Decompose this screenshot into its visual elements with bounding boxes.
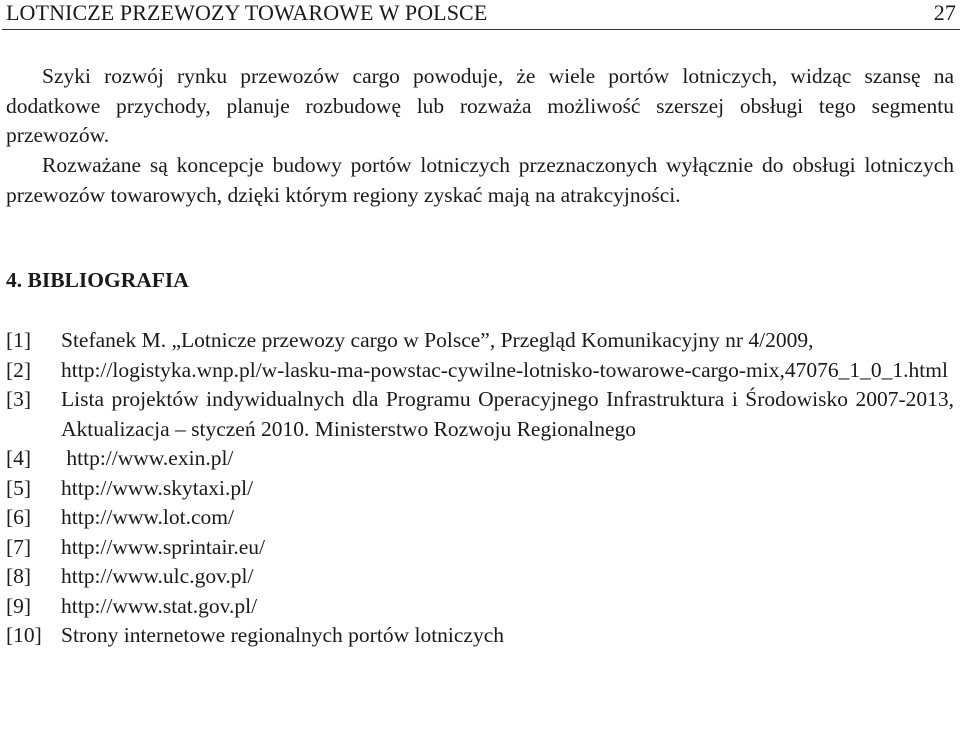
bibliography-item-6 (6, 503, 954, 533)
bibliography-item-5 (6, 474, 954, 504)
bibliography-number: [9] (6, 593, 32, 618)
bibliography-item-7 (6, 533, 954, 563)
bibliography-number: [8] (6, 564, 32, 588)
header-divider (2, 29, 960, 30)
bibliography-link[interactable]: http://www.sprintair.eu/ (61, 534, 266, 559)
running-header-title: LOTNICZE PRZEWOZY TOWAROWE W POLSCE (6, 0, 488, 25)
bibliography-item-2 (6, 356, 954, 386)
bibliography-number: [7] (6, 534, 32, 559)
bibliography-number: [1] (6, 328, 32, 352)
body-paragraph-2: Rozważane są koncepcje budowy portów lotniczych przeznaczonych wyłącznie do obsługi lotniczych przewozów towarowych, dzięki którym regiony zyskać mają na atrakcyjności. (6, 153, 954, 207)
bibliography-item-3 (6, 385, 954, 444)
bibliography-item-9 (6, 592, 954, 622)
bibliography-link[interactable]: http://www.exin.pl/ (61, 446, 234, 470)
bibliography-link[interactable]: http://www.skytaxi.pl/ (61, 475, 254, 500)
bibliography-link[interactable]: http://www.stat.gov.pl/ (61, 593, 258, 618)
bibliography-number: [10] (6, 623, 42, 647)
bibliography-text: Strony internetowe regionalnych portów lotniczych (61, 623, 505, 647)
bibliography-number: [3] (6, 387, 32, 411)
bibliography-number: [5] (6, 475, 32, 500)
page-number: 27 (933, 0, 956, 25)
bibliography-list (6, 326, 954, 651)
bibliography-number: [4] (6, 446, 32, 470)
bibliography-item-10 (6, 621, 954, 651)
bibliography-text: Lista projektów indywidualnych dla Programu Operacyjnego Infrastruktura i Środowisko 2007-2013, Aktualizacja – styczeń 2010. Ministerstwo Rozwoju Regionalnego (61, 387, 954, 441)
running-header (6, 0, 956, 30)
bibliography-text: Stefanek M. „Lotnicze przewozy cargo w Polsce”, Przegląd Komunikacyjny nr 4/2009, (61, 328, 814, 352)
bibliography-link[interactable]: http://www.ulc.gov.pl/ (61, 564, 254, 588)
bibliography-number: [2] (6, 357, 32, 382)
body-paragraph-1: Szyki rozwój rynku przewozów cargo powoduje, że wiele portów lotniczych, widząc szansę na dodatkowe przychody, planuje rozbudowę lub rozważa możliwość szerszej obsługi tego segmentu przewozów. (6, 64, 954, 147)
bibliography-item-4 (6, 444, 954, 474)
bibliography-link[interactable]: http://logistyka.wnp.pl/w-lasku-ma-powstac-cywilne-lotnisko-towarowe-cargo-mix,47076_1_0_1.html (61, 357, 948, 382)
bibliography-item-1 (6, 326, 954, 356)
bibliography-number: [6] (6, 505, 32, 529)
bibliography-item-8 (6, 562, 954, 592)
section-heading-bibliography: 4. BIBLIOGRAFIA (6, 268, 189, 292)
bibliography-link[interactable]: http://www.lot.com/ (61, 505, 234, 529)
